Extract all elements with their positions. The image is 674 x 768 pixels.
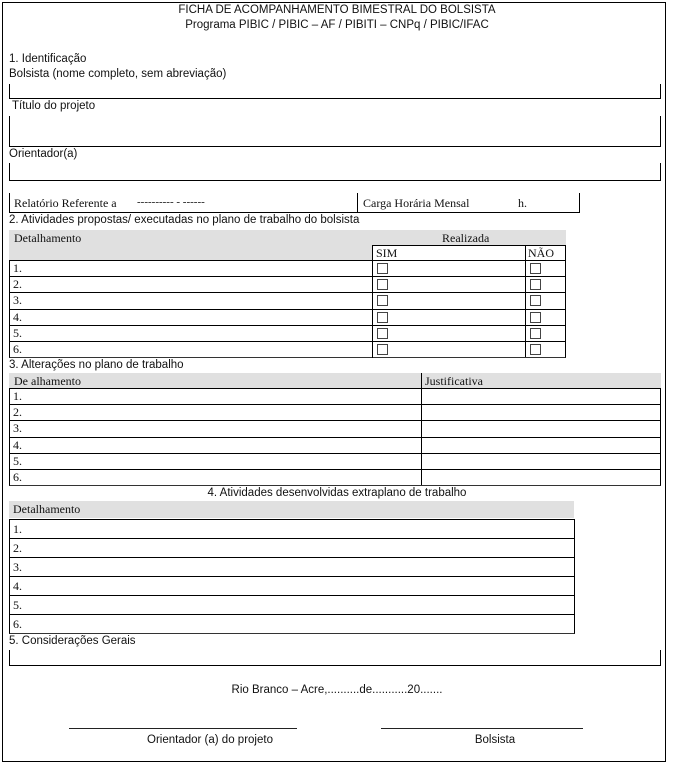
section2-divider-sim (372, 341, 373, 358)
section2-divider-sim (372, 276, 373, 293)
nao-checkbox[interactable] (530, 328, 541, 339)
section5-heading: 5. Considerações Gerais (9, 635, 136, 647)
row-label: 2. (13, 541, 22, 555)
bolsista-label: Bolsista (nome completo, sem abreviação) (9, 68, 227, 80)
row-label: 4. (13, 437, 22, 452)
section2-divider-sim (372, 292, 373, 309)
section2-divider-sim (372, 309, 373, 326)
nao-checkbox[interactable] (530, 312, 541, 323)
section2-col-nao: NÃO (528, 246, 554, 260)
relatorio-label: Relatório Referente a (14, 196, 117, 210)
section4-header-shade (9, 501, 574, 518)
section4-heading: 4. Atividades desenvolvidas extraplano de trabalho (207, 487, 467, 499)
section3-row[interactable] (9, 388, 661, 405)
row-label: 1. (13, 522, 22, 536)
sim-checkbox[interactable] (377, 279, 388, 290)
sim-checkbox[interactable] (377, 263, 388, 274)
section4-row[interactable] (9, 614, 575, 634)
signature-line-bolsista (381, 728, 583, 729)
section3-row[interactable] (9, 404, 661, 421)
row-label: 1. (13, 389, 22, 403)
section2-row[interactable] (9, 309, 566, 326)
nao-checkbox[interactable] (530, 279, 541, 290)
section3-header-shade (9, 373, 661, 388)
section2-row[interactable] (9, 260, 566, 277)
section3-col-justificativa: Justificativa (425, 374, 483, 388)
titulo-field[interactable] (9, 116, 661, 147)
section2-col-realizada: Realizada (442, 231, 490, 245)
section4-row[interactable] (9, 557, 575, 577)
section2-divider-sim (372, 325, 373, 342)
section2-heading: 2. Atividades propostas/ executadas no plano de trabalho do bolsista (9, 214, 360, 226)
section3-row[interactable] (9, 453, 661, 470)
row-label: 4. (13, 579, 22, 593)
section4-row[interactable] (9, 519, 575, 539)
section2-col-sim: SIM (376, 246, 398, 260)
sim-checkbox[interactable] (377, 312, 388, 323)
section3-row[interactable] (9, 420, 661, 437)
section3-row[interactable] (9, 469, 661, 486)
row-label: 5. (13, 325, 22, 340)
titulo-label: Título do projeto (12, 100, 96, 112)
section2-row[interactable] (9, 276, 566, 293)
carga-label: Carga Horária Mensal (363, 196, 470, 210)
row-label: 3. (13, 421, 22, 436)
section1-heading: 1. Identificação (9, 53, 87, 65)
row-label: 2. (13, 277, 22, 292)
row-label: 6. (13, 617, 22, 631)
row-label: 1. (13, 261, 22, 275)
nao-checkbox[interactable] (530, 263, 541, 274)
section2-row[interactable] (9, 325, 566, 342)
row-label: 5. (13, 598, 22, 612)
row-label: 5. (13, 453, 22, 468)
sim-checkbox[interactable] (377, 344, 388, 355)
row-label: 2. (13, 405, 22, 420)
orientador-field[interactable] (9, 163, 661, 181)
section4-col-detalhamento: Detalhamento (13, 502, 81, 516)
relatorio-value[interactable]: ---------- - ------ (137, 196, 205, 208)
row-label: 6. (13, 470, 22, 484)
signature-label-orientador: Orientador (a) do projeto (147, 734, 273, 746)
row-label: 3. (13, 560, 22, 574)
section3-heading: 3. Alterações no plano de trabalho (9, 359, 184, 371)
section2-divider-sim (372, 260, 373, 277)
section3-col-detalhamento: De alhamento (14, 374, 81, 388)
row-label: 3. (13, 293, 22, 308)
orientador-label: Orientador(a) (9, 148, 78, 160)
section2-row[interactable] (9, 341, 566, 358)
form-subtitle: Programa PIBIC / PIBIC – AF / PIBITI – CNPq / PIBIC/IFAC (185, 19, 489, 31)
signature-label-bolsista: Bolsista (474, 734, 516, 746)
carga-unit: h. (518, 196, 527, 210)
place-date[interactable]: Rio Branco – Acre,..........de...........20....... (231, 684, 443, 696)
signature-line-orientador (69, 728, 297, 729)
consideracoes-field[interactable] (9, 650, 661, 666)
form-title: FICHA DE ACOMPANHAMENTO BIMESTRAL DO BOLSISTA (178, 4, 496, 16)
nao-checkbox[interactable] (530, 344, 541, 355)
section3-row[interactable] (9, 437, 661, 454)
sim-checkbox[interactable] (377, 295, 388, 306)
section4-row[interactable] (9, 595, 575, 615)
row-label: 6. (13, 342, 22, 356)
bolsista-field[interactable] (9, 84, 661, 99)
row-label: 4. (13, 309, 22, 324)
nao-checkbox[interactable] (530, 295, 541, 306)
section2-col-detalhamento: Detalhamento (14, 231, 82, 245)
section4-row[interactable] (9, 576, 575, 596)
sim-checkbox[interactable] (377, 328, 388, 339)
section2-row[interactable] (9, 292, 566, 309)
section4-row[interactable] (9, 538, 575, 558)
